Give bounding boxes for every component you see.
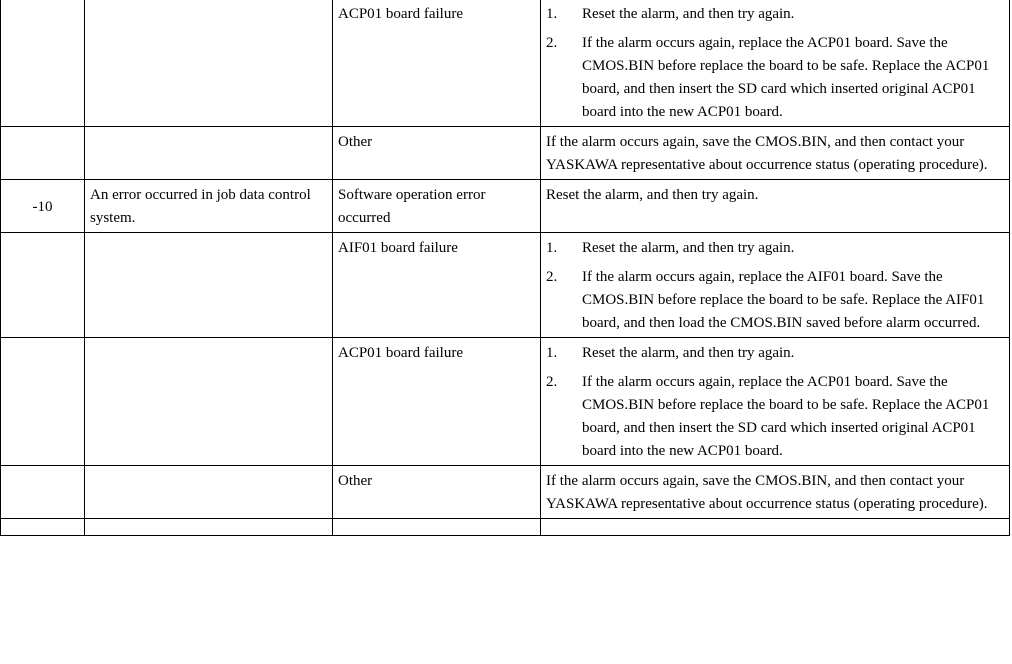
remedy-cell	[541, 519, 1010, 536]
remedy-cell: If the alarm occurs again, save the CMOS.BIN, and then contact your YASKAWA representative about occurrence status (operating procedure).	[541, 127, 1010, 180]
meaning-cell	[85, 466, 333, 519]
sub-code-cell	[1, 466, 85, 519]
step-text: Reset the alarm, and then try again.	[582, 240, 795, 256]
cause-cell: Software operation error occurred	[333, 180, 541, 233]
remedy-step	[546, 3, 1004, 26]
step-number: 1.	[546, 345, 558, 361]
meaning-cell: An error occurred in job data control system.	[85, 180, 333, 233]
sub-code-cell: -10	[1, 180, 85, 233]
remedy-step	[546, 32, 1004, 124]
remedy-steps	[546, 237, 1004, 335]
table-row	[1, 466, 1010, 519]
remedy-step	[546, 342, 1004, 365]
remedy-step	[546, 371, 1004, 463]
step-number: 1.	[546, 6, 558, 22]
cause-cell: Other	[333, 127, 541, 180]
cause-cell: ACP01 board failure	[333, 0, 541, 127]
step-number: 1.	[546, 240, 558, 256]
remedy-cell: If the alarm occurs again, save the CMOS.BIN, and then contact your YASKAWA representative about occurrence status (operating procedure).	[541, 466, 1010, 519]
remedy-cell	[541, 0, 1010, 127]
sub-code-cell	[1, 127, 85, 180]
remedy-step	[546, 266, 1004, 335]
remedy-step	[546, 237, 1004, 260]
table-row	[1, 0, 1010, 127]
step-text: Reset the alarm, and then try again.	[582, 6, 795, 22]
step-number: 2.	[546, 35, 558, 51]
meaning-cell	[85, 233, 333, 338]
step-text: If the alarm occurs again, replace the AIF01 board. Save the CMOS.BIN before replace the board to be safe. Replace the AIF01 board, and then load the CMOS.BIN saved before alarm occurred.	[582, 269, 985, 331]
remedy-cell	[541, 233, 1010, 338]
table-row	[1, 127, 1010, 180]
remedy-steps	[546, 342, 1004, 463]
remedy-cell: Reset the alarm, and then try again.	[541, 180, 1010, 233]
table-row	[1, 180, 1010, 233]
sub-code-cell	[1, 233, 85, 338]
sub-code-cell	[1, 338, 85, 466]
step-text: If the alarm occurs again, replace the ACP01 board. Save the CMOS.BIN before replace the board to be safe. Replace the ACP01 board, and then insert the SD card which inserted original ACP01 board into the new ACP01 board.	[582, 35, 990, 120]
table-row	[1, 233, 1010, 338]
meaning-cell	[85, 338, 333, 466]
step-text: Reset the alarm, and then try again.	[582, 345, 795, 361]
table-row	[1, 338, 1010, 466]
meaning-cell	[85, 0, 333, 127]
step-text: If the alarm occurs again, replace the ACP01 board. Save the CMOS.BIN before replace the board to be safe. Replace the ACP01 board, and then insert the SD card which inserted original ACP01 board into the new ACP01 board.	[582, 374, 990, 459]
cause-cell: AIF01 board failure	[333, 233, 541, 338]
sub-code-cell	[1, 519, 85, 536]
sub-code-cell	[1, 0, 85, 127]
meaning-cell	[85, 127, 333, 180]
remedy-cell	[541, 338, 1010, 466]
remedy-steps	[546, 3, 1004, 124]
cause-cell: ACP01 board failure	[333, 338, 541, 466]
cause-cell	[333, 519, 541, 536]
cause-cell: Other	[333, 466, 541, 519]
step-number: 2.	[546, 269, 558, 285]
meaning-cell	[85, 519, 333, 536]
step-number: 2.	[546, 374, 558, 390]
table-row	[1, 519, 1010, 536]
